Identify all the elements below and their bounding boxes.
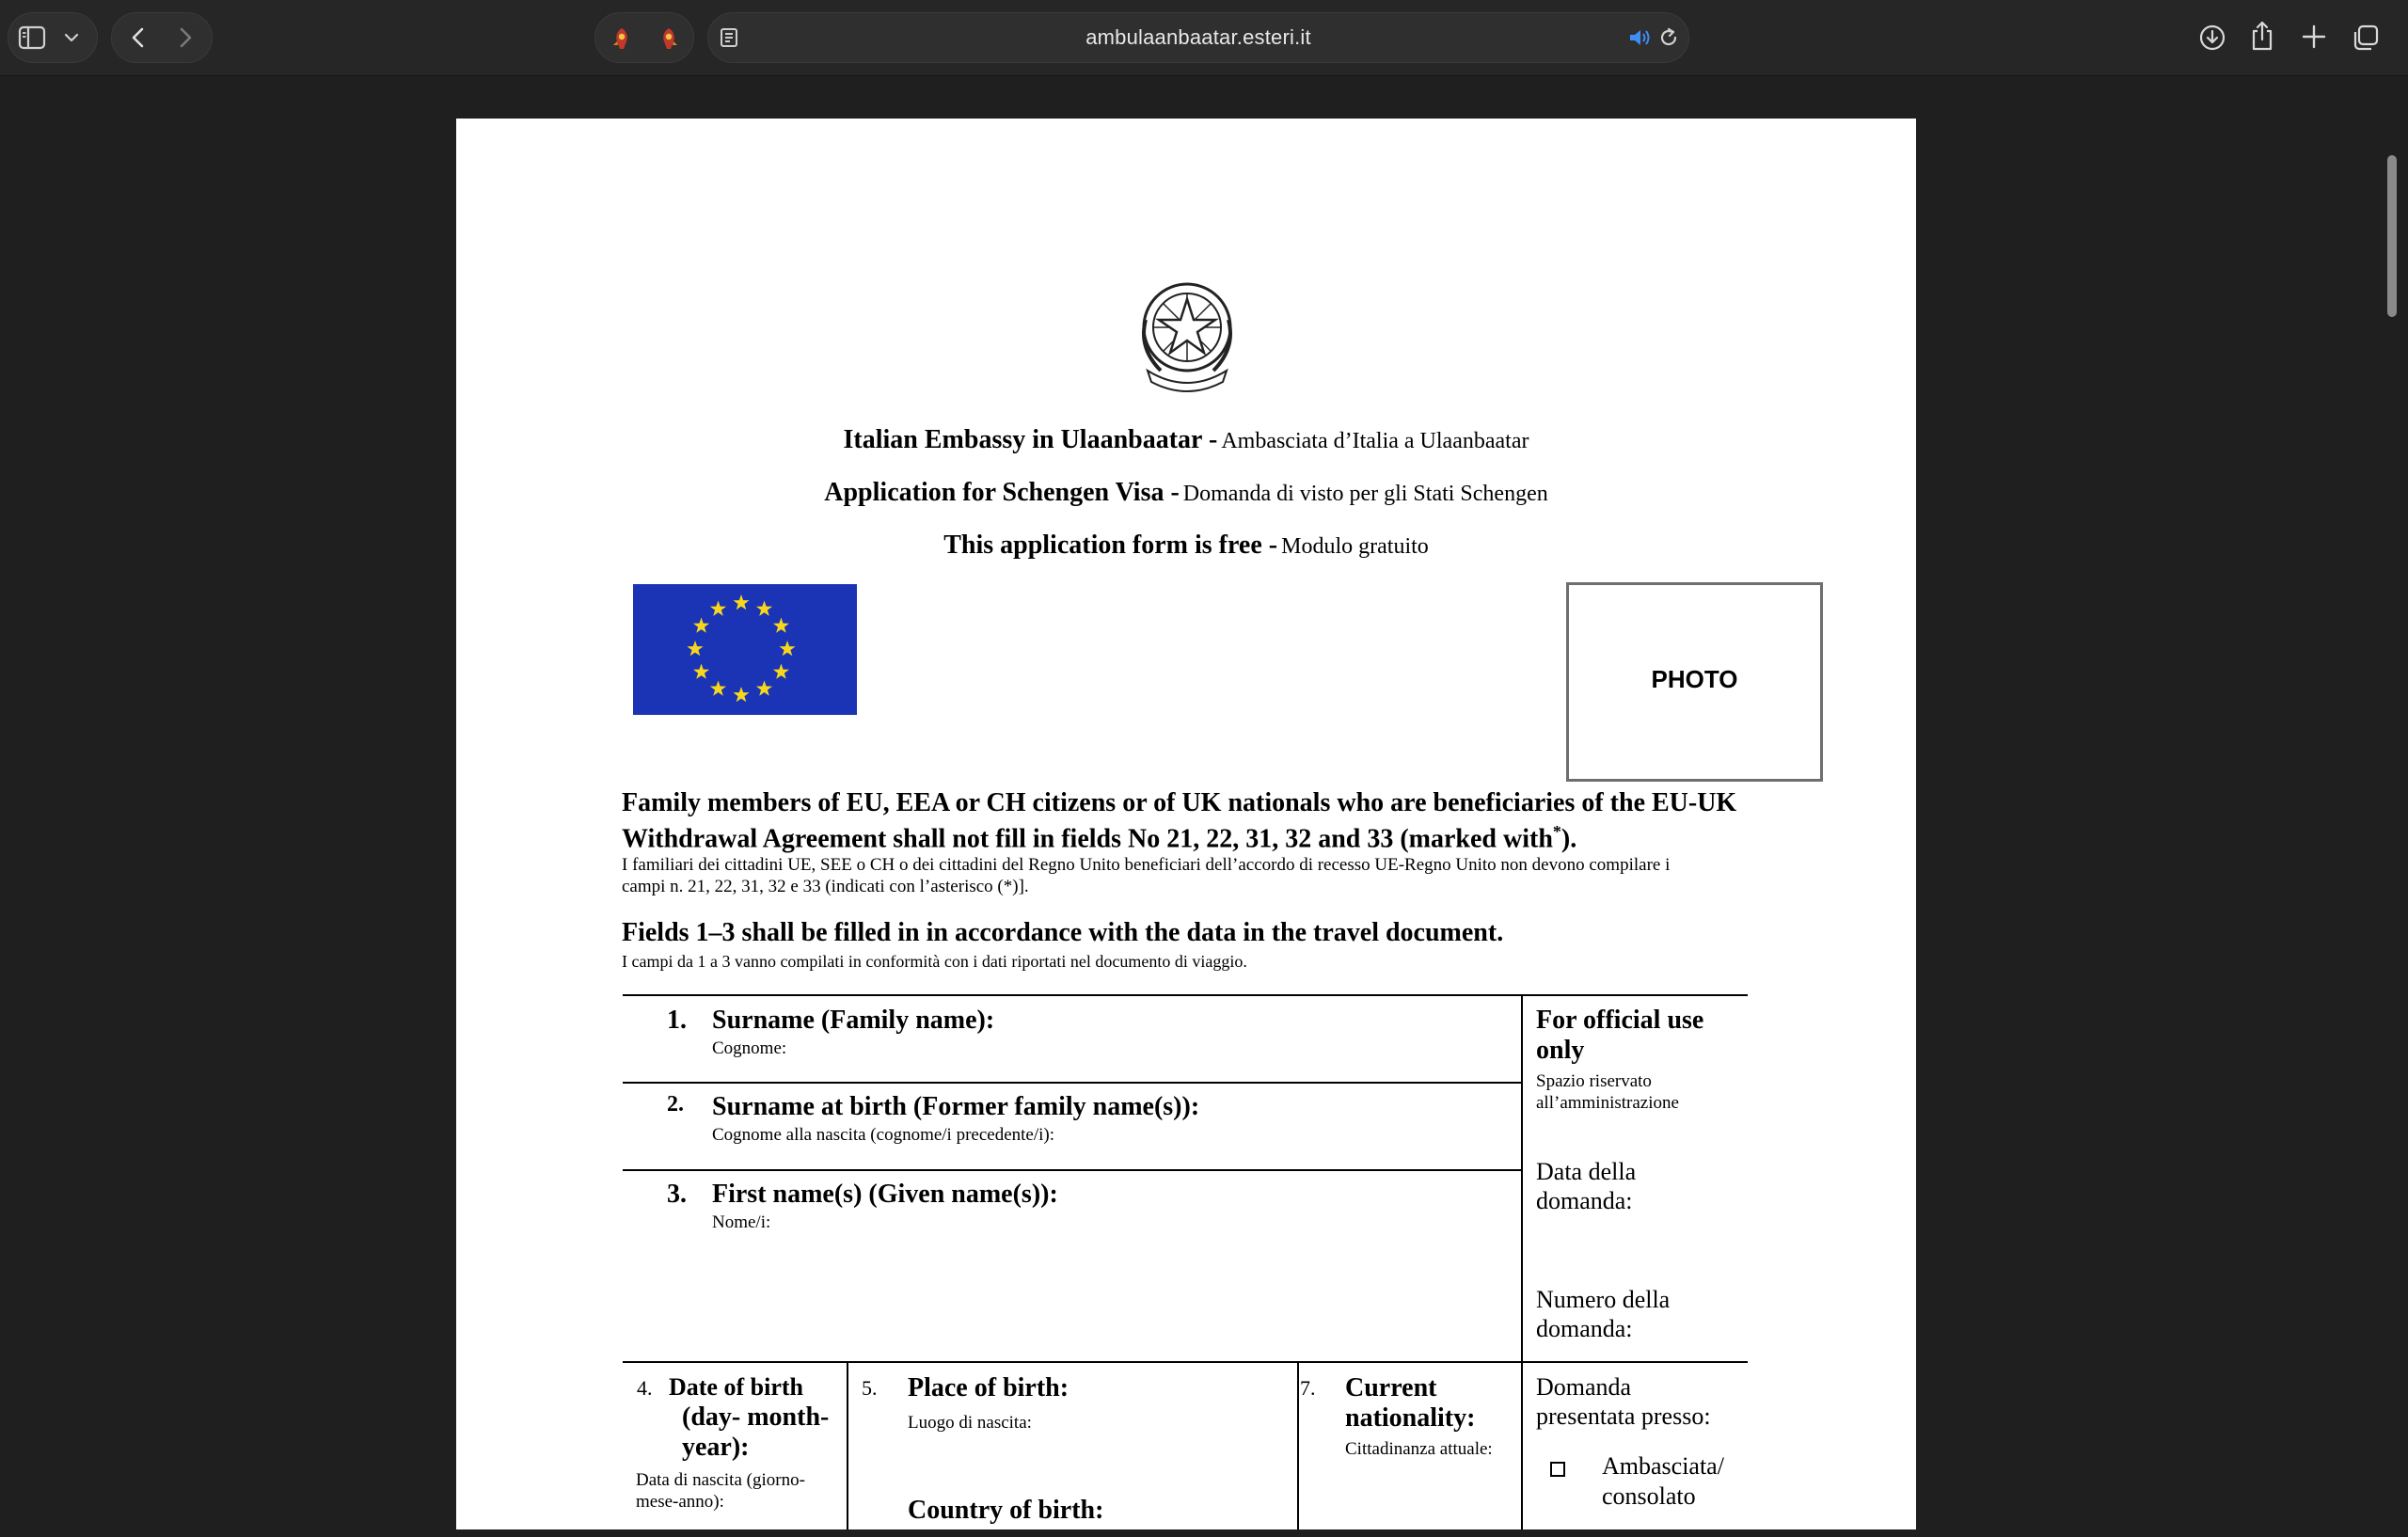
column-rule	[847, 1362, 848, 1529]
official-submitted-label-2: presentata presso:	[1536, 1402, 1711, 1430]
official-use-title: For official use	[1536, 1006, 1704, 1035]
extension-icon[interactable]	[609, 25, 635, 52]
url-text[interactable]: ambulaanbaatar.esteri.it	[1085, 25, 1311, 49]
official-date-label-2: domanda:	[1536, 1187, 1633, 1214]
field-3-number: 3.	[667, 1180, 687, 1209]
header-en: Application for Schengen Visa -	[824, 478, 1180, 507]
download-icon[interactable]	[2198, 24, 2226, 52]
eu-flag-icon	[633, 584, 857, 715]
notice-it1: I familiari dei cittadini UE, SEE o CH o dei cittadini del Regno Unito beneficiari dell’accordo di recesso UE-Regno Unito non devono compilare i	[622, 855, 1671, 875]
browser-toolbar	[0, 0, 2408, 76]
chevron-down-icon[interactable]	[63, 31, 80, 44]
speaker-icon[interactable]	[1627, 27, 1652, 48]
field-3-label: First name(s) (Given name(s)):	[712, 1180, 1058, 1209]
header-it: Ambasciata d’Italia a Ulaanbaatar	[1221, 429, 1529, 453]
row-rule	[623, 1082, 1521, 1084]
sidebar-icon[interactable]	[18, 25, 46, 50]
notice-line2-end: ).	[1560, 824, 1577, 854]
embassy-option-label: Ambasciata/	[1602, 1452, 1724, 1480]
field-5-label: Place of birth:	[908, 1373, 1069, 1402]
table-top-rule	[623, 994, 1748, 996]
official-use-title-2: only	[1536, 1036, 1585, 1065]
header-free-form	[456, 531, 1916, 561]
field-5-country-of-birth-partial	[908, 1496, 1104, 1525]
field-5-partial-text: Country of birth:	[908, 1496, 1104, 1525]
extension-icon[interactable]	[656, 25, 682, 52]
field-5-number: 5.	[862, 1376, 878, 1400]
field-7-sublabel: Cittadinanza attuale:	[1345, 1439, 1493, 1459]
field-2-number: 2.	[667, 1092, 684, 1117]
notice-line2	[622, 822, 1576, 854]
field-4-label: Date of birth	[669, 1373, 803, 1401]
scrollbar-thumb[interactable]	[2387, 155, 2397, 317]
official-submitted-label: Domanda	[1536, 1373, 1632, 1401]
photo-box	[1566, 582, 1823, 782]
back-icon[interactable]	[127, 25, 150, 50]
field-4-number: 4.	[637, 1376, 653, 1400]
official-date-label: Data della	[1536, 1158, 1637, 1185]
extensions-group	[594, 12, 694, 63]
field-1-sublabel: Cognome:	[712, 1038, 787, 1058]
fields-note-en: Fields 1–3 shall be filled in in accordance with the data in the travel document.	[622, 918, 1504, 947]
notice-line2-text: Withdrawal Agreement shall not fill in fields No 21, 22, 31, 32 and 33 (marked with	[622, 824, 1553, 854]
header-it: Modulo gratuito	[1281, 534, 1429, 559]
field-7-label-2: nationality:	[1345, 1403, 1476, 1433]
reload-icon[interactable]	[1657, 26, 1680, 49]
field-5-sublabel: Luogo di nascita:	[908, 1413, 1032, 1433]
column-rule	[1297, 1362, 1299, 1529]
header-it: Domanda di visto per gli Stati Schengen	[1182, 482, 1548, 506]
field-4-sublabel: Data di nascita (giorno-	[636, 1470, 805, 1490]
official-number-label-2: domanda:	[1536, 1315, 1633, 1342]
asterisk-mark: *	[1552, 822, 1561, 841]
photo-label: PHOTO	[1651, 665, 1738, 693]
field-1-number: 1.	[667, 1006, 687, 1035]
sidebar-toggle-group[interactable]	[8, 12, 98, 63]
field-4-label-2: (day- month-	[682, 1402, 830, 1432]
embassy-checkbox[interactable]	[1550, 1462, 1565, 1477]
notice-line1: Family members of EU, EEA or CH citizens or of UK nationals who are beneficiaries of the EU-UK	[622, 788, 1737, 817]
address-bar[interactable]	[707, 12, 1689, 63]
official-number-label: Numero della	[1536, 1286, 1671, 1313]
share-icon[interactable]	[2248, 20, 2276, 52]
italian-emblem-icon	[1133, 273, 1242, 395]
visa-application-document	[456, 119, 1916, 1529]
official-use-it: Spazio riservato	[1536, 1071, 1652, 1091]
official-use-it-2: all’amministrazione	[1536, 1093, 1679, 1113]
row-rule	[623, 1361, 1748, 1363]
field-3-sublabel: Nome/i:	[712, 1212, 771, 1232]
plus-icon[interactable]	[2301, 24, 2327, 50]
field-4-sublabel-2: mese-anno):	[636, 1492, 724, 1512]
row-rule	[623, 1169, 1521, 1171]
field-1-label: Surname (Family name):	[712, 1006, 995, 1035]
fields-note-it: I campi da 1 a 3 vanno compilati in conformità con i dati riportati nel documento di viaggio.	[622, 952, 1247, 971]
header-en: This application form is free -	[943, 531, 1278, 560]
field-7-label: Current	[1345, 1373, 1437, 1402]
header-en: Italian Embassy in Ulaanbaatar -	[843, 425, 1218, 454]
forward-icon[interactable]	[174, 25, 197, 50]
field-2-label: Surname at birth (Former family name(s)):	[712, 1092, 1200, 1121]
embassy-option-label-2: consolato	[1602, 1482, 1696, 1510]
tabs-overview-icon[interactable]	[2352, 24, 2380, 52]
official-column-rule	[1521, 994, 1523, 1529]
header-embassy	[456, 425, 1916, 455]
notice-it2: campi n. 21, 22, 31, 32 e 33 (indicati con l’asterisco (*)].	[622, 877, 1029, 896]
field-7-number: 7.	[1300, 1376, 1316, 1400]
field-4-label-3: year):	[682, 1433, 750, 1462]
field-2-sublabel: Cognome alla nascita (cognome/i precedente/i):	[712, 1125, 1055, 1145]
header-application	[456, 478, 1916, 508]
navigation-group	[111, 12, 213, 63]
